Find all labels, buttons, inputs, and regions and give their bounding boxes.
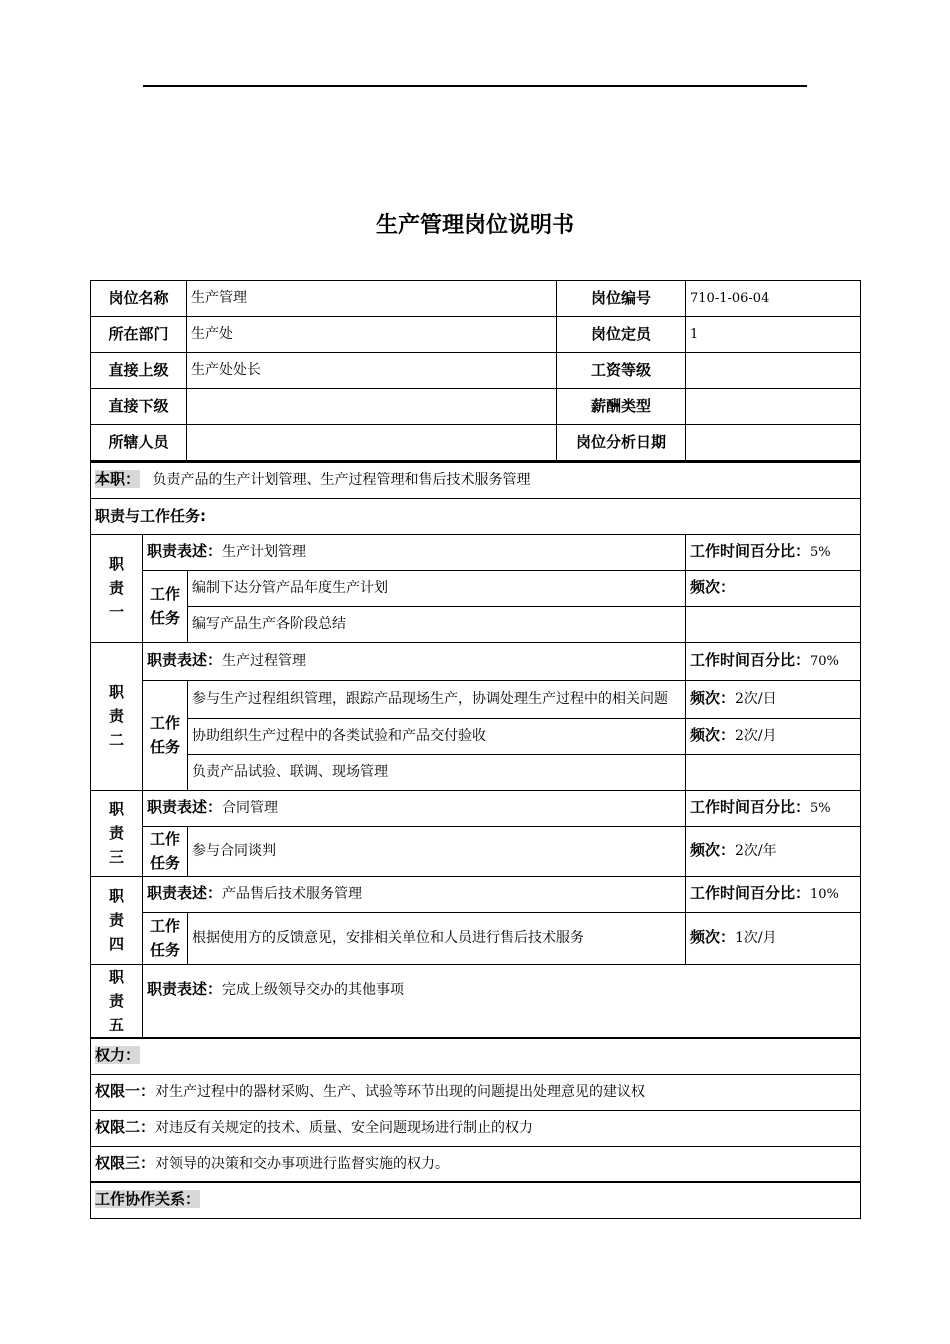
duty-4-label: 职 责 四 bbox=[91, 876, 143, 964]
duty-3-task-1-freq: 频次：2次/年 bbox=[686, 826, 861, 876]
page-title: 生产管理岗位说明书 bbox=[375, 213, 574, 238]
basic-info-table bbox=[90, 280, 861, 461]
headcount-label: 岗位定员 bbox=[557, 317, 686, 353]
duty-5-desc: 职责表述：完成上级领导交办的其他事项 bbox=[143, 964, 861, 1038]
duty-3-time: 工作时间百分比：5% bbox=[686, 790, 861, 826]
duty-2-task-label: 工作 任务 bbox=[143, 680, 188, 790]
superior-value: 生产处处长 bbox=[187, 353, 557, 389]
power-header: 权力： bbox=[91, 1038, 861, 1074]
department-value: 生产处 bbox=[187, 317, 557, 353]
position-name-label: 岗位名称 bbox=[91, 281, 187, 317]
duty-2-task-2: 协助组织生产过程中的各类试验和产品交付验收 bbox=[188, 718, 686, 754]
duty-2-desc: 职责表述：生产过程管理 bbox=[143, 642, 686, 680]
salary-grade-label: 工资等级 bbox=[557, 353, 686, 389]
duty-4-time: 工作时间百分比：10% bbox=[686, 876, 861, 912]
duty-2-task-1: 参与生产过程组织管理，跟踪产品现场生产，协调处理生产过程中的相关问题 bbox=[188, 680, 686, 718]
duty-1-task-label: 工作 任务 bbox=[143, 570, 188, 642]
duty-1-desc: 职责表述：生产计划管理 bbox=[143, 534, 686, 570]
duty-3-task-1: 参与合同谈判 bbox=[188, 826, 686, 876]
staff-label: 所辖人员 bbox=[91, 425, 187, 461]
analysis-date-value bbox=[686, 425, 861, 461]
duties-header: 职责与工作任务: bbox=[91, 498, 861, 534]
headcount-value: 1 bbox=[686, 317, 861, 353]
superior-label: 直接上级 bbox=[91, 353, 187, 389]
duty-2-task-3: 负责产品试验、联调、现场管理 bbox=[188, 754, 686, 790]
analysis-date-label: 岗位分析日期 bbox=[557, 425, 686, 461]
pay-type-value bbox=[686, 389, 861, 425]
duty-2-task-3-freq bbox=[686, 754, 861, 790]
pay-type-label: 薪酬类型 bbox=[557, 389, 686, 425]
position-code-value: 710-1-06-04 bbox=[686, 281, 861, 317]
power-item-3: 权限三：对领导的决策和交办事项进行监督实施的权力。 bbox=[91, 1146, 861, 1182]
duty-1-task-2: 编写产品生产各阶段总结 bbox=[188, 606, 686, 642]
department-label: 所在部门 bbox=[91, 317, 187, 353]
duty-2-task-2-freq: 频次：2次/月 bbox=[686, 718, 861, 754]
duties-table bbox=[90, 461, 861, 1219]
power-item-2: 权限二：对违反有关规定的技术、质量、安全问题现场进行制止的权力 bbox=[91, 1110, 861, 1146]
duty-1-task-2-freq bbox=[686, 606, 861, 642]
duty-3-task-label: 工作 任务 bbox=[143, 826, 188, 876]
position-name-value: 生产管理 bbox=[187, 281, 557, 317]
duty-1-task-1-freq: 频次： bbox=[686, 570, 861, 606]
duty-5-label: 职 责 五 bbox=[91, 964, 143, 1038]
core-duty-text: 负责产品的生产计划管理、生产过程管理和售后技术服务管理 bbox=[152, 472, 531, 489]
staff-value bbox=[187, 425, 557, 461]
duty-2-task-1-freq: 频次：2次/日 bbox=[686, 680, 861, 718]
duty-2-time: 工作时间百分比：70% bbox=[686, 642, 861, 680]
duty-4-desc: 职责表述：产品售后技术服务管理 bbox=[143, 876, 686, 912]
duty-3-desc: 职责表述：合同管理 bbox=[143, 790, 686, 826]
power-item-1: 权限一：对生产过程中的器材采购、生产、试验等环节出现的问题提出处理意见的建议权 bbox=[91, 1074, 861, 1110]
subordinate-label: 直接下级 bbox=[91, 389, 187, 425]
duty-4-task-label: 工作 任务 bbox=[143, 912, 188, 964]
position-code-label: 岗位编号 bbox=[557, 281, 686, 317]
core-duty-label: 本职： bbox=[95, 470, 141, 489]
duty-4-task-1-freq: 频次：1次/月 bbox=[686, 912, 861, 964]
cooperation-header: 工作协作关系： bbox=[91, 1182, 861, 1218]
duty-1-label: 职 责 一 bbox=[91, 534, 143, 642]
duty-2-label: 职 责 二 bbox=[91, 642, 143, 790]
duty-4-task-1: 根据使用方的反馈意见，安排相关单位和人员进行售后技术服务 bbox=[188, 912, 686, 964]
duty-1-time: 工作时间百分比：5% bbox=[686, 534, 861, 570]
core-duty-row bbox=[91, 462, 861, 498]
header-rule bbox=[143, 85, 807, 87]
salary-grade-value bbox=[686, 353, 861, 389]
subordinate-value bbox=[187, 389, 557, 425]
duty-1-task-1: 编制下达分管产品年度生产计划 bbox=[188, 570, 686, 606]
duty-3-label: 职 责 三 bbox=[91, 790, 143, 876]
